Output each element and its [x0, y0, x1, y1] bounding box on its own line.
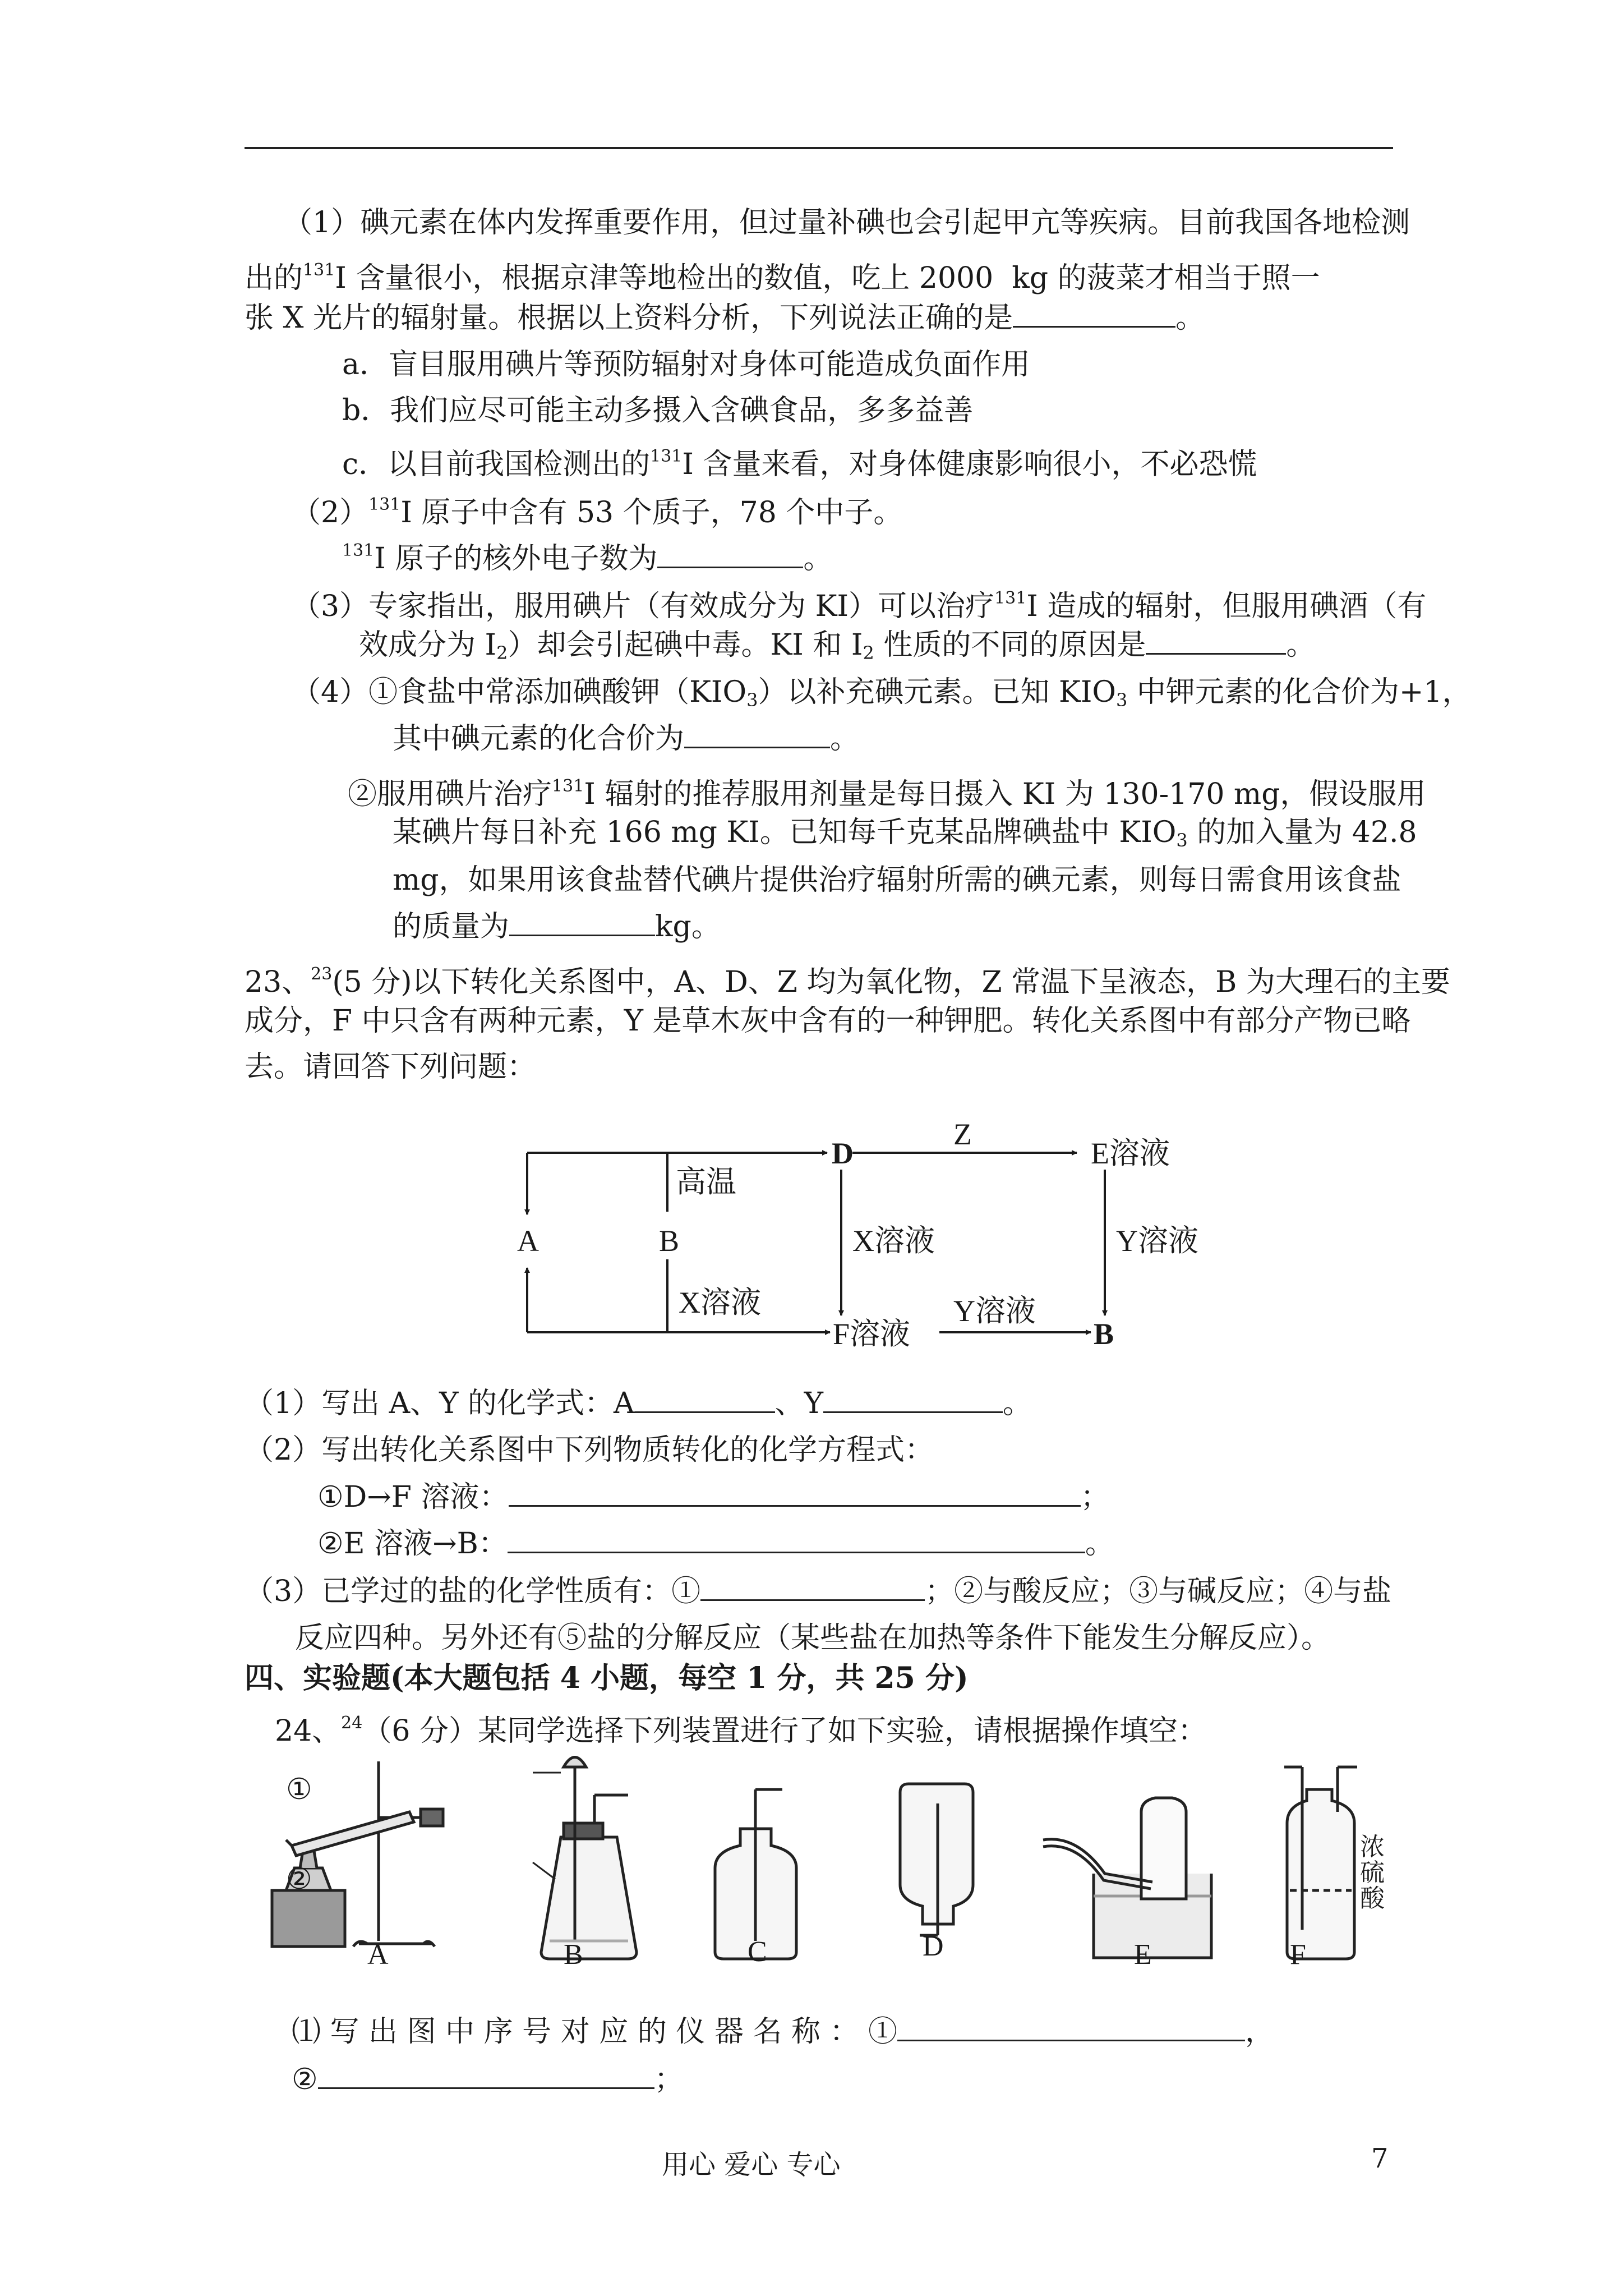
answer-blank-a[interactable]	[635, 1387, 775, 1413]
q22-p4-line1: （4）①食盐中常添加碘酸钾$(KIO_3)$以补充碘元素。已知 $KIO_3$ 中钾元素的化合价为+1，	[292, 675, 1472, 711]
answer-blank[interactable]	[1013, 301, 1175, 328]
q22-p4-2-line1: ②服用碘片治疗$^{131}$I 辐射的推荐服用剂量是每日摄入 KI 为 130-170 mg，假设服用	[348, 776, 1426, 811]
q23-sub2-eq2: ②E 溶液→B： 。	[317, 1527, 1114, 1561]
q23-stem-line1: 23、$^{23}$(5 分)以下转化关系图中，A、D、Z 均为氧化物，Z 常温下呈液态，B 为大理石的主要	[245, 964, 1450, 999]
answer-blank[interactable]	[509, 1480, 1081, 1507]
q22-option-a: a．盲目服用碘片等预防辐射对身体可能造成负面作用	[342, 348, 1031, 381]
q22-p4-2-line3: mg，如果用该食盐替代碘片提供治疗辐射所需的碘元素，则每日需食用该食盐	[393, 863, 1401, 897]
label-x-right: X溶液	[852, 1224, 935, 1258]
marker-2: ②	[286, 1864, 312, 1895]
header-rule	[245, 147, 1393, 149]
label-e: E	[1134, 1939, 1152, 1971]
q23-stem-line3: 去。请回答下列问题：	[245, 1050, 537, 1084]
apparatus-e	[1043, 1798, 1211, 1958]
node-b: B	[659, 1224, 680, 1258]
q24-sub1-line2: ② ；	[292, 2063, 684, 2096]
label-f: F	[1290, 1939, 1306, 1971]
label-c: C	[748, 1936, 767, 1968]
label-d: D	[923, 1930, 944, 1962]
answer-blank[interactable]	[509, 910, 655, 936]
apparatus-d	[900, 1784, 973, 1935]
node-a: A	[517, 1224, 539, 1258]
q22-p1-line3: 张 X 光片的辐射量。根据以上资料分析，下列说法正确的是 。	[245, 301, 1205, 335]
q23-sub2-eq1: ①D→F 溶液： ；	[317, 1480, 1110, 1514]
answer-blank-1[interactable]	[897, 2015, 1245, 2041]
q22-p4-2-line4: 的质量为 kg。	[393, 910, 721, 944]
q24-sub1-line1: ⑴ 写 出 图 中 序 号 对 应 的 仪 器 名 称 ： ① ，	[292, 2015, 1274, 2049]
answer-blank[interactable]	[684, 722, 830, 748]
footer-motto: 用心 爱心 专心	[662, 2149, 841, 2180]
q23-stem-line2: 成分，F 中只含有两种元素，Y 是草木灰中含有的一种钾肥。转化关系图中有部分产物已略	[245, 1004, 1411, 1038]
page-number: 7	[1371, 2143, 1389, 2174]
node-d: D	[832, 1137, 854, 1170]
apparatus-f	[1284, 1767, 1357, 1959]
q22-p1-line1: （1）碘元素在体内发挥重要作用，但过量补碘也会引起甲亢等疾病。目前我国各地检测	[283, 206, 1410, 240]
label-y-right: Y溶液	[1116, 1224, 1198, 1258]
apparatus-figure	[269, 1750, 1424, 1986]
q22-p4-line2: 其中碘元素的化合价为 。	[393, 722, 860, 756]
q22-option-c: c．以目前我国检测出的$^{131}$I 含量来看，对身体健康影响很小，不必恐慌	[342, 447, 1257, 481]
apparatus-b	[533, 1757, 637, 1959]
q22-p2-line2: $^{131}$I 原子的核外电子数为 。	[342, 541, 833, 576]
q22-p3-line1: （3）专家指出，服用碘片（有效成分为 KI）可以治疗$^{131}$I 造成的辐射，但服用碘酒（有	[292, 588, 1427, 623]
q22-p2-line1: $(2)^{131}I$ 原子中含有 53 个质子，78 个中子。	[292, 495, 903, 530]
q22-p1-line2: 出的$^{131}$I 含量很小，根据京津等地检出的数值，吃上 2000 kg 的菠菜才相当于照一	[245, 260, 1320, 295]
q22-p4-2-line2: 某碘片每日补充 166 mg KI。已知每千克某品牌碘盐中 $KIO_3$ 的加入量为 42.8	[393, 816, 1417, 851]
node-b-end: B	[1094, 1317, 1114, 1351]
label-z: Z	[953, 1122, 972, 1151]
label-x-bottom: X溶液	[679, 1286, 761, 1319]
answer-blank-2[interactable]	[318, 2063, 654, 2089]
q23-sub3-line1: （3）已学过的盐的化学性质有：① ；②与酸反应；③与碱反应；④与盐	[245, 1575, 1392, 1608]
answer-blank[interactable]	[508, 1527, 1085, 1553]
answer-blank[interactable]	[1146, 628, 1286, 655]
label-a: A	[367, 1939, 389, 1971]
f-liquid-label: 浓硫酸	[1360, 1833, 1385, 1912]
answer-blank[interactable]	[700, 1575, 925, 1601]
node-f: F溶液	[833, 1317, 911, 1351]
section-4-heading: 四、实验题(本大题包括 4 小题，每空 1 分，共 25 分)	[245, 1661, 969, 1695]
q23-sub2: （2）写出转化关系图中下列物质转化的化学方程式：	[245, 1433, 934, 1467]
answer-blank-y[interactable]	[823, 1387, 1003, 1413]
label-gaowen: 高温	[676, 1165, 736, 1199]
label-y-bottom: Y溶液	[953, 1294, 1036, 1328]
q24-stem: 24、$^{24}$（6 分）某同学选择下列装置进行了如下实验，请根据操作填空：	[275, 1713, 1207, 1748]
node-e: E溶液	[1091, 1137, 1170, 1170]
q22-p3-line2: 效成分为 $I_2$）却会引起碘中毒。KI 和 $I_2$ 性质的不同的原因是 。	[359, 628, 1316, 664]
conversion-diagram	[516, 1122, 1211, 1363]
q22-option-b: b．我们应尽可能主动多摄入含碘食品，多多益善	[342, 394, 974, 427]
q23-sub3-line2: 反应四种。另外还有⑤盐的分解反应（某些盐在加热等条件下能发生分解反应）。	[295, 1621, 1331, 1655]
answer-blank[interactable]	[657, 542, 803, 568]
marker-1: ①	[286, 1774, 312, 1806]
label-b: B	[564, 1939, 583, 1971]
q23-sub1: （1）写出 A、Y 的化学式：A 、Y 。	[245, 1387, 1032, 1420]
apparatus-c	[715, 1789, 796, 1959]
